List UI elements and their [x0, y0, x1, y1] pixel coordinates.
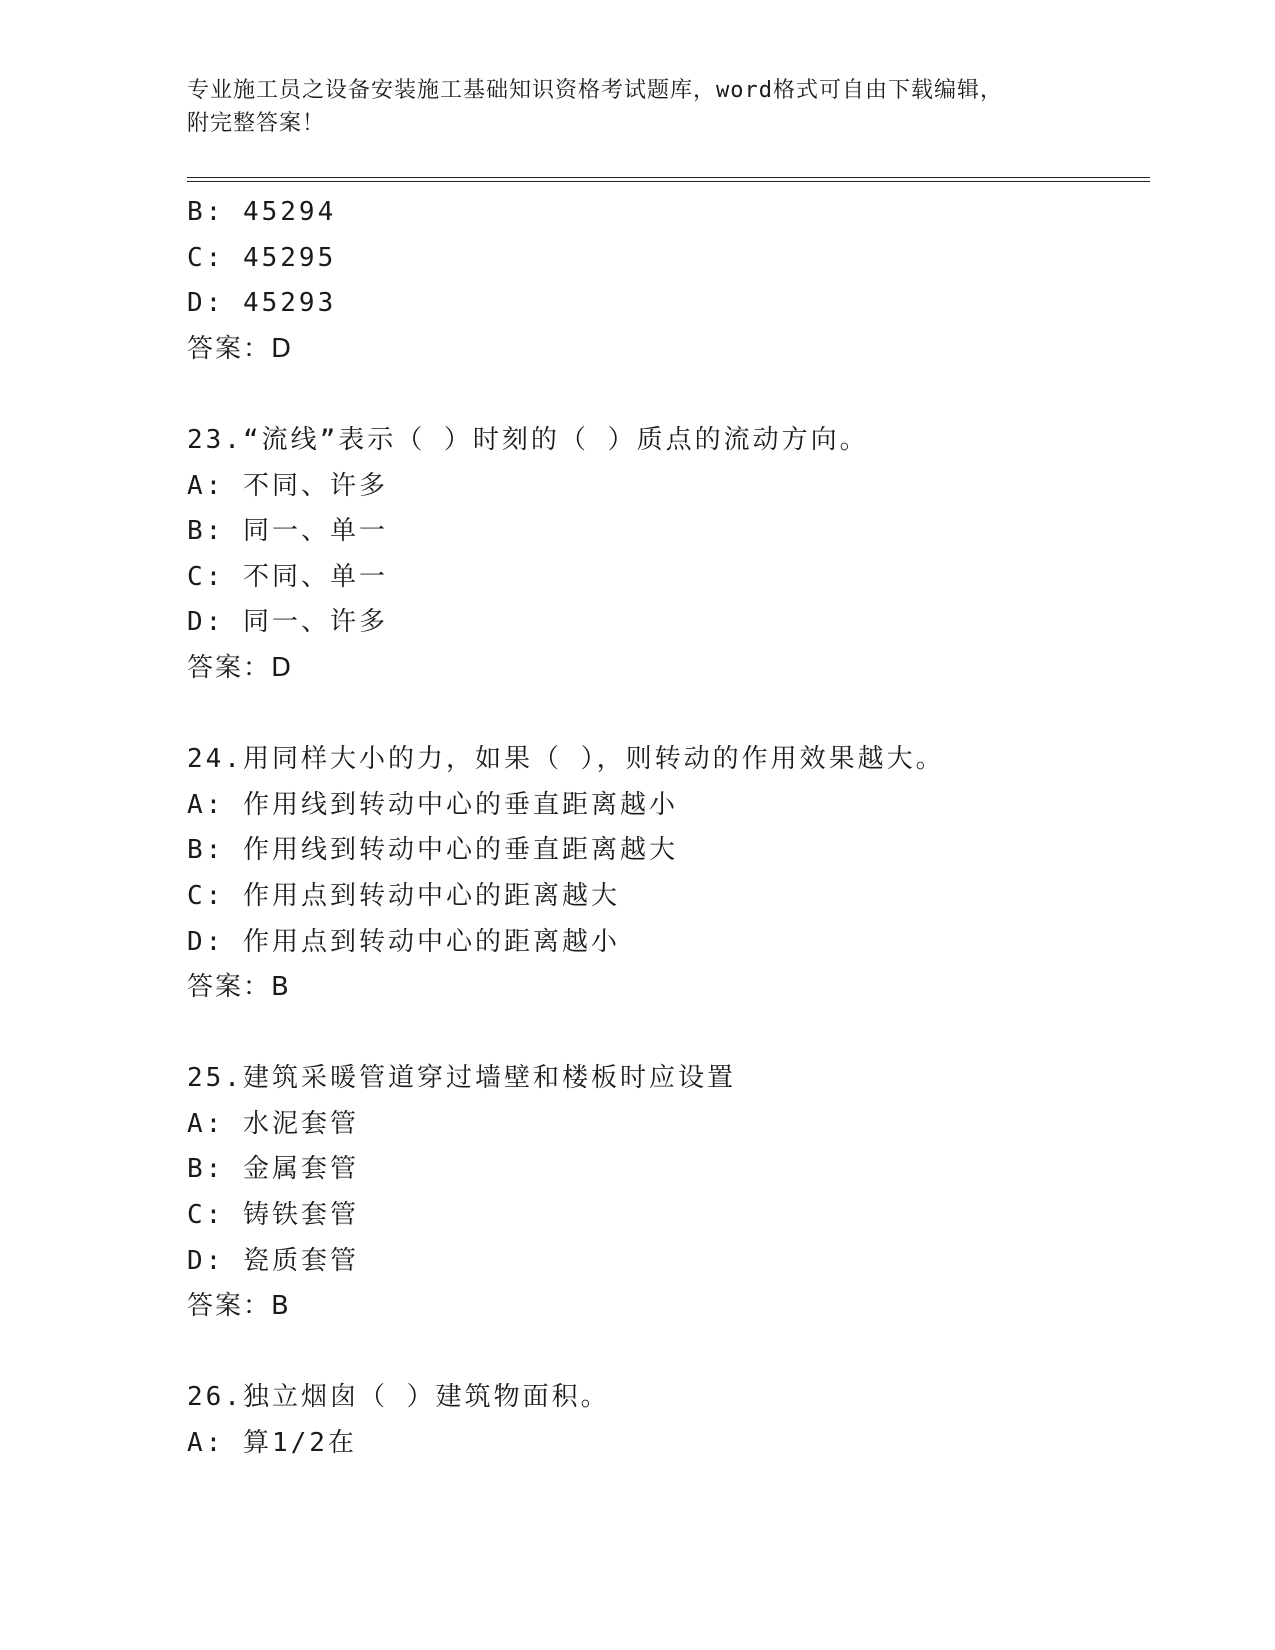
header-divider-bottom [187, 181, 1150, 182]
question-content [187, 190, 1147, 1467]
answer-line: 答案：D [187, 652, 294, 683]
answer-line: 答案：B [187, 1291, 291, 1322]
option-line: C: 45295 [187, 242, 337, 273]
option-line: D: 瓷质套管 [187, 1245, 359, 1276]
option-line: B: 金属套管 [187, 1154, 359, 1185]
option-line: C: 作用点到转动中心的距离越大 [187, 880, 620, 911]
spacer [187, 372, 1147, 418]
option-line: B: 作用线到转动中心的垂直距离越大 [187, 835, 678, 866]
option-line: C: 铸铁套管 [187, 1200, 359, 1231]
header-line-2: 附完整答案！ [187, 111, 326, 136]
option-line: B: 同一、单一 [187, 516, 388, 547]
answer-line: 答案：B [187, 972, 291, 1003]
option-line: D: 同一、许多 [187, 607, 388, 638]
question-stem: 25.建筑采暖管道穿过墙壁和楼板时应设置 [187, 1063, 736, 1094]
option-line: A: 作用线到转动中心的垂直距离越小 [187, 789, 678, 820]
spacer [187, 692, 1147, 738]
header-divider-top [187, 177, 1150, 178]
question-stem: 23.“流线”表示（ ）时刻的（ ）质点的流动方向。 [187, 424, 869, 455]
option-line: D: 作用点到转动中心的距离越小 [187, 926, 620, 957]
option-line: D: 45293 [187, 288, 337, 319]
question-stem: 26.独立烟囱（ ）建筑物面积。 [187, 1382, 610, 1413]
spacer [187, 1011, 1147, 1057]
option-line: A: 算1/2在 [187, 1428, 357, 1459]
question-stem: 24.用同样大小的力，如果（ ），则转动的作用效果越大。 [187, 744, 945, 775]
spacer [187, 1330, 1147, 1376]
answer-line: 答案：D [187, 333, 294, 364]
document-header [187, 74, 1087, 140]
header-line-1: 专业施工员之设备安装施工基础知识资格考试题库，word格式可自由下载编辑， [187, 78, 1003, 103]
option-line: A: 不同、许多 [187, 470, 388, 501]
option-line: A: 水泥套管 [187, 1108, 359, 1139]
option-line: B: 45294 [187, 197, 337, 227]
option-line: C: 不同、单一 [187, 561, 388, 592]
